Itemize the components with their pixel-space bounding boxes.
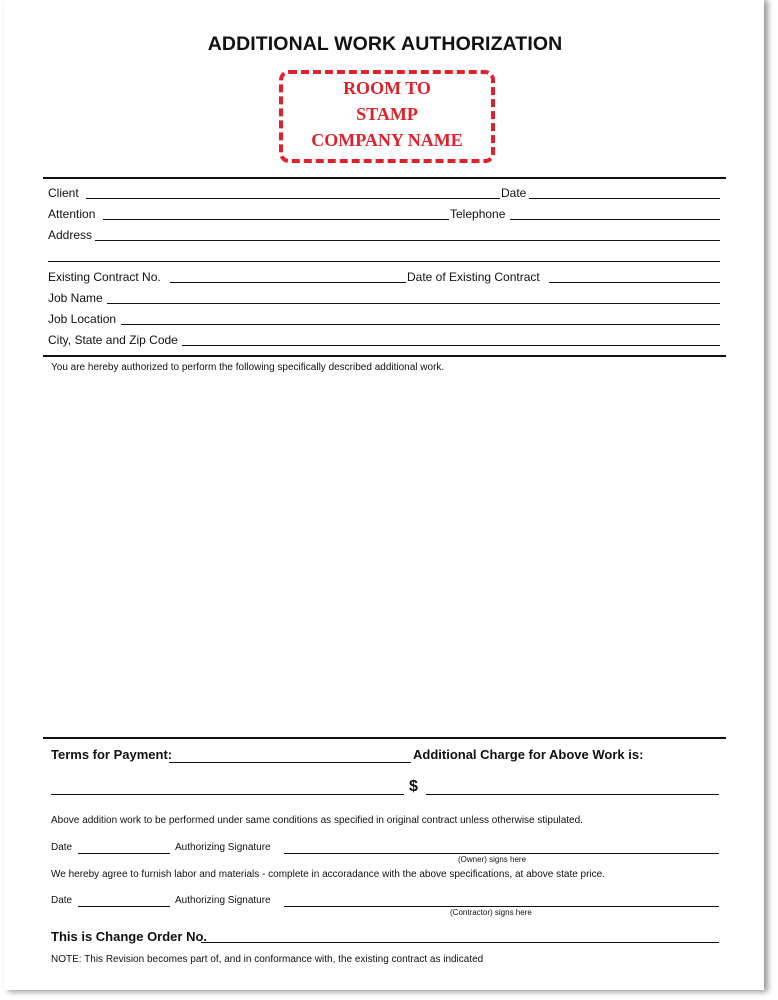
company-stamp-area <box>279 70 495 163</box>
job-name-label: Job Name <box>48 291 103 305</box>
stamp-line-2: STAMP <box>356 104 418 124</box>
change-order-field[interactable] <box>201 942 719 943</box>
terms-payment-field-line-2[interactable] <box>51 794 404 795</box>
stamp-line-1: ROOM TO <box>343 78 431 98</box>
address-field[interactable] <box>95 240 720 241</box>
stamp-line-3: COMPANY NAME <box>311 130 463 150</box>
payment-top-rule <box>43 737 726 739</box>
date-existing-contract-label: Date of Existing Contract <box>407 270 540 284</box>
owner-signs-note: (Owner) signs here <box>458 855 527 864</box>
job-location-label: Job Location <box>48 312 117 326</box>
change-order-label: This is Change Order No. <box>51 929 208 944</box>
owner-date-field[interactable] <box>78 853 170 854</box>
authorization-text: You are hereby authorized to perform the following specifically described additional work. <box>51 362 445 373</box>
additional-charge-label: Additional Charge for Above Work is: <box>413 747 644 762</box>
address-field-line-2[interactable] <box>48 261 720 262</box>
telephone-field[interactable] <box>510 219 720 220</box>
date-label: Date <box>501 186 527 200</box>
owner-signature-label: Authorizing Signature <box>175 842 271 853</box>
top-rule <box>43 177 726 179</box>
additional-charge-amount-field[interactable] <box>426 794 719 795</box>
job-location-field[interactable] <box>121 324 720 325</box>
attention-label: Attention <box>48 207 96 221</box>
job-name-field[interactable] <box>107 303 720 304</box>
city-state-zip-field[interactable] <box>182 345 720 346</box>
contractor-signs-note: (Contractor) signs here <box>450 908 532 917</box>
terms-payment-label: Terms for Payment: <box>51 747 173 762</box>
date-existing-contract-field[interactable] <box>549 282 720 283</box>
conditions-text: Above addition work to be performed under same conditions as specified in original contract unless otherwise stipulated. <box>51 815 583 826</box>
agreement-text: We hereby agree to furnish labor and materials - complete in accoradance with the above specifications, at above state price. <box>51 869 606 880</box>
telephone-label: Telephone <box>450 207 506 221</box>
owner-signature-field[interactable] <box>284 853 719 854</box>
header-bottom-rule <box>43 355 726 357</box>
date-field[interactable] <box>529 198 720 199</box>
contractor-date-field[interactable] <box>78 906 170 907</box>
footer-note: NOTE: This Revision becomes part of, and in conformance with, the existing contract as indicated <box>51 954 484 965</box>
contractor-date-label: Date <box>51 895 73 906</box>
contractor-signature-field[interactable] <box>284 906 719 907</box>
owner-date-label: Date <box>51 842 73 853</box>
dollar-sign: $ <box>409 778 418 795</box>
city-state-zip-label: City, State and Zip Code <box>48 333 178 347</box>
client-label: Client <box>48 186 79 200</box>
attention-field[interactable] <box>103 219 449 220</box>
terms-payment-field[interactable] <box>169 762 411 763</box>
work-description-area[interactable] <box>43 380 726 730</box>
form-title: ADDITIONAL WORK AUTHORIZATION <box>207 33 563 55</box>
address-label: Address <box>48 228 93 242</box>
existing-contract-no-field[interactable] <box>170 282 406 283</box>
existing-contract-no-label: Existing Contract No. <box>48 270 161 284</box>
contractor-signature-label: Authorizing Signature <box>175 895 271 906</box>
client-field[interactable] <box>86 198 500 199</box>
